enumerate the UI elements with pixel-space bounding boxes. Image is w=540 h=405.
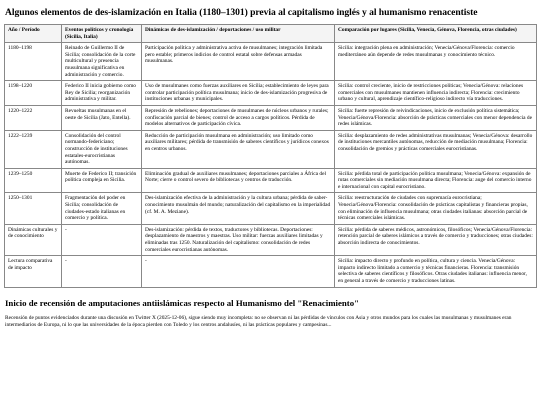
- cell-political-events: -: [62, 224, 142, 255]
- cell-dynamics: Des-islamización: pérdida de textos, traductores y bibliotecas. Deportaciones: desplazamiento de maestros y maestras. Uso militar: fuerzas auxiliares limitadas y eliminadas tras 1250. Naturalización del capitalismo: consolidación de redes comerciales eurocristianas autónomas.: [142, 224, 335, 255]
- column-header-place-comparison: Comparación por lugares (Sicilia, Venecia, Génova, Florencia, otras ciudades): [335, 25, 537, 43]
- document-title: Algunos elementos de des-islamización en Italia (1180–1301) previa al capitalismo inglés y al humanismo renacentiste: [5, 7, 478, 18]
- cell-place-comparison: Sicilia: impacto directo y profundo en política, cultura y ciencia. Venecia/Génova: impacto indirecto limitado a comercio y técnicas financieras. Florencia: transmisión selectiva de saberes científicos y filosóficos. Otras ciudades italianas: influencia menor, en general a través de comercio y traducciones latinas.: [335, 256, 537, 287]
- column-header-period: Año / Período: [5, 25, 62, 43]
- cell-dynamics: Reducción de participación musulmana en administración; uso limitado como auxiliares militares; pérdida de transmisión de saberes científicos y jurídicos conexos en centros urbanos.: [142, 130, 335, 168]
- table-row: [5, 168, 537, 193]
- section-body: Recensión de puntos evidenciados durante una discusión en Twitter X (2025-12-06), sigue siendo muy incompleta: no se observan ni las pérdidas de vínculos con Asia y otros mundos para los cuales las musulmanas y musulmanes eran intermediarios de Europa, ni lo que las universidades de la época pierden con Toledo y los centros andalusíes, ni las prácticas populares y campesinas...: [5, 314, 512, 328]
- cell-period: 1180–1198: [5, 43, 62, 81]
- cell-dynamics: Des-islamización efectiva de la administración y la cultura urbana; pérdida de saber-conocimiento musulmán del mundo; naturalización del capitalismo en la imperialidad (cf. M. A. Meziane).: [142, 193, 335, 224]
- cell-period: Dinámicas culturales y de conocimiento: [5, 224, 62, 255]
- table-row: [5, 81, 537, 106]
- cell-dynamics: -: [142, 256, 335, 287]
- cell-political-events: Fragmentación del poder en Sicilia; consolidación de ciudades-estado italianas en comercio y política.: [62, 193, 142, 224]
- cell-period: 1220–1222: [5, 105, 62, 130]
- cell-place-comparison: Sicilia: fuerte represión de reivindicaciones, inicio de exclusión política sistemática; Venecia/Génova/Florencia: absorción de prácticas comerciales con menor dependencia de redes islámicas.: [335, 105, 537, 130]
- cell-place-comparison: Sicilia: reestructuración de ciudades con supremacía eurocristiana; Venecia/Génova/Florencia: consolidación de prácticas capitalistas y financieras propias, con eliminación de influencia musulmana; otras ciudades italianas: absorción parcial de técnicas comerciales islámicas.: [335, 193, 537, 224]
- cell-period: 1222–1239: [5, 130, 62, 168]
- cell-political-events: Revueltas musulmanas en el oeste de Sicilia (Jato, Entella).: [62, 105, 142, 130]
- column-header-dynamics: Dinámicas de des-islamización / deportaciones / uso militar: [142, 25, 335, 43]
- cell-place-comparison: Sicilia: pérdida de saberes médicos, astronómicos, filosóficos; Venecia/Génova/Florencia: retención parcial de saberes islámicos a través de comercio y traducciones; otras ciudades: absorción indirecta de conocimientos.: [335, 224, 537, 255]
- cell-political-events: Consolidación del control normando-federiciano; construcción de instituciones estatales-eurocristianas autónomas.: [62, 130, 142, 168]
- cell-period: 1239–1250: [5, 168, 62, 193]
- table-row: [5, 105, 537, 130]
- cell-period: 1198–1220: [5, 81, 62, 106]
- table-row: [5, 224, 537, 255]
- cell-political-events: Reinado de Guillermo II de Sicilia; consolidación de la corte multicultural y presencia musulmana significativa en administración y comercio.: [62, 43, 142, 81]
- cell-dynamics: Uso de musulmanes como fuerzas auxiliares en Sicilia; establecimiento de leyes para controlar participación política musulmana; inicio de des-islamización progresiva de instituciones urbanas y municipales.: [142, 81, 335, 106]
- cell-political-events: Federico II inicia gobierno como Rey de Sicilia; reorganización administrativa y militar.: [62, 81, 142, 106]
- cell-place-comparison: Sicilia: pérdida total de participación política musulmana; Venecia/Génova: expansión de rutas comerciales sin mediación musulmana directa; Florencia: auge del comercio interno e internacional con capital eurocristiano.: [335, 168, 537, 193]
- cell-dynamics: Participación política y administrativa activa de musulmanes; integración limitada pero estable; primeros indicios de control estatal sobre defensas armadas musulmanas.: [142, 43, 335, 81]
- table-row: [5, 193, 537, 224]
- cell-place-comparison: Sicilia: control creciente, inicio de restricciones políticas; Venecia/Génova: relaciones comerciales con musulmanes mantienen influencia indirecta; Florencia: crecimiento urbano y cultural, aprendizaje científico-religioso indirecto vía traducciones.: [335, 81, 537, 106]
- cell-dynamics: Represión de rebeliones; deportaciones de musulmanes de núcleos urbanos y rurales; confiscación parcial de bienes; control de acceso a cargos políticos. Pérdida de modelos alternativos de participación cívica.: [142, 105, 335, 130]
- cell-period: Lectura comparativa de impacto: [5, 256, 62, 287]
- column-header-political-events: Eventos políticos y cronología (Sicilia, Italia): [62, 25, 142, 43]
- table-row: [5, 130, 537, 168]
- cell-dynamics: Eliminación gradual de auxiliares musulmanes; deportaciones parciales a África del Norte; cierre o control severo de bibliotecas y centros de traducción.: [142, 168, 335, 193]
- table-row: [5, 43, 537, 81]
- cell-political-events: -: [62, 256, 142, 287]
- cell-place-comparison: Sicilia: desplazamiento de redes administrativas musulmanas; Venecia/Génova: desarrollo de instituciones mercantiles autónomas, reducción de mediación musulmana; Florencia: consolidación de gremios y prácticas comerciales eurocristianas.: [335, 130, 537, 168]
- cell-place-comparison: Sicilia: integración plena en administración; Venecia/Génova/Florencia: comercio mediterráneo aún depende de redes musulmanas y conocimiento técnico.: [335, 43, 537, 81]
- table-row: [5, 256, 537, 287]
- cell-period: 1250–1301: [5, 193, 62, 224]
- section-title: Inicio de recensión de amputaciones antiislámicas respecto al Humanismo del "Renacimiento": [5, 297, 359, 308]
- cell-political-events: Muerte de Federico II; transición política compleja en Sicilia.: [62, 168, 142, 193]
- comparison-table: [4, 24, 537, 288]
- table-header-row: [5, 25, 537, 43]
